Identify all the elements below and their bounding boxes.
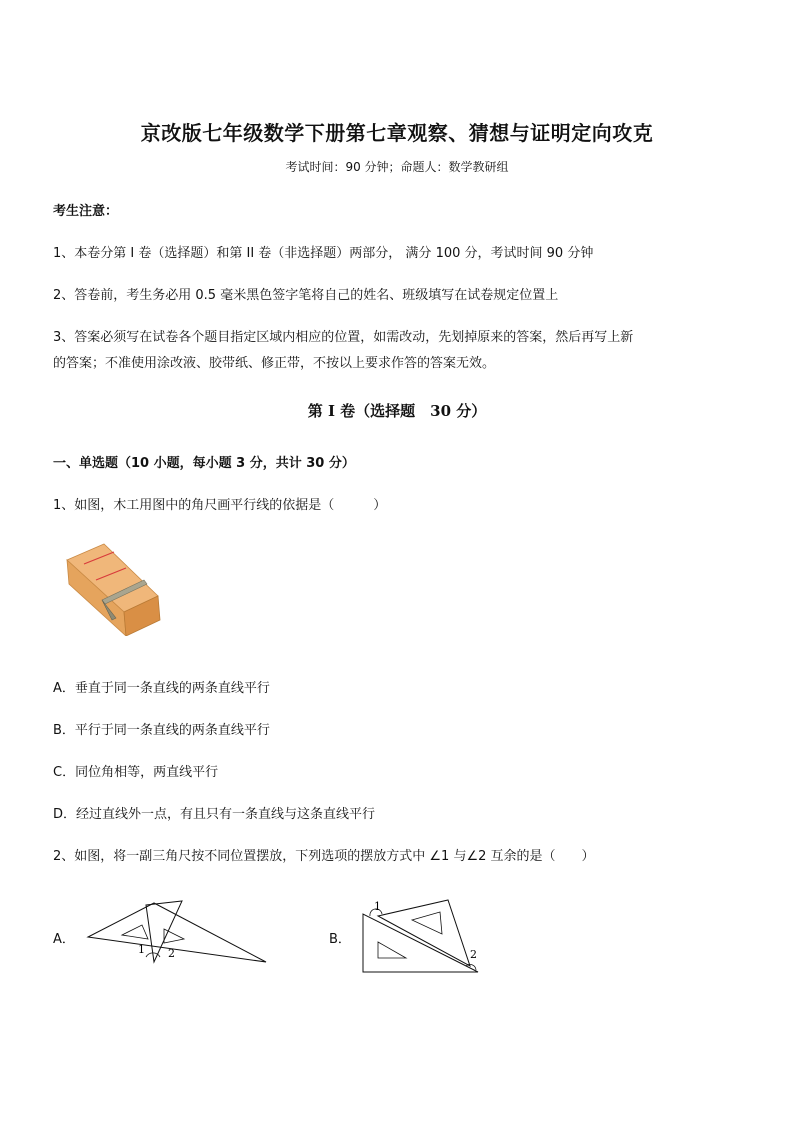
section-heading: 第 I 卷（选择题 30 分） <box>307 402 487 420</box>
question-1-stem: 1、如图，木工用图中的角尺画平行线的依据是（ ） <box>53 498 387 513</box>
question-2-stem: 2、如图，将一副三角尺按不同位置摆放，下列选项的摆放方式中 ∠1 与∠2 互余的是（ ） <box>53 849 595 864</box>
part-heading: 一、单选题（10 小题，每小题 3 分，共计 30 分） <box>53 456 355 471</box>
question-1-option-c: C．同位角相等，两直线平行 <box>53 765 219 780</box>
question-2-option-a-label: A． <box>53 932 75 947</box>
notice-heading: 考生注意： <box>53 204 119 219</box>
question-1-option-a: A．垂直于同一条直线的两条直线平行 <box>53 681 270 696</box>
notice-item-3-line-2: 的答案；不准使用涂改液、胶带纸、修正带，不按以上要求作答的答案无效。 <box>53 356 496 371</box>
exam-title: 京改版七年级数学下册第七章观察、猜想与证明定向攻克 <box>140 121 654 145</box>
angle-1-label-a: 1 <box>138 943 145 956</box>
small-set-square-b-inner <box>412 912 442 934</box>
wood-block-figure <box>64 540 164 636</box>
angle-1-label-b: 1 <box>374 900 381 913</box>
large-set-square-b-inner <box>378 942 406 958</box>
notice-item-3-line-1: 3、答案必须写在试卷各个题目指定区域内相应的位置，如需改动，先划掉原来的答案，然后再写上新 <box>53 330 634 345</box>
question-2-option-b-label: B． <box>329 932 351 947</box>
small-set-square-a-inner <box>164 929 184 943</box>
question-1-option-d: D．经过直线外一点，有且只有一条直线与这条直线平行 <box>53 807 376 822</box>
angle-2-label-a: 2 <box>168 947 175 960</box>
option-a-triangles-figure <box>84 897 270 965</box>
large-set-square-a-inner <box>122 925 148 939</box>
notice-item-2: 2、答卷前，考生务必用 0.5 毫米黑色签字笔将自己的姓名、班级填写在试卷规定位置上 <box>53 288 559 303</box>
angle-2-label-b: 2 <box>470 948 477 961</box>
option-b-triangles-figure <box>360 896 482 976</box>
notice-item-1: 1、本卷分第 I 卷（选择题）和第 II 卷（非选择题）两部分， 满分 100 分，考试时间 90 分钟 <box>53 246 594 261</box>
question-1-option-b: B．平行于同一条直线的两条直线平行 <box>53 723 270 738</box>
exam-subtitle: 考试时间：90 分钟；命题人：数学教研组 <box>285 160 509 174</box>
small-set-square-b <box>378 900 470 966</box>
